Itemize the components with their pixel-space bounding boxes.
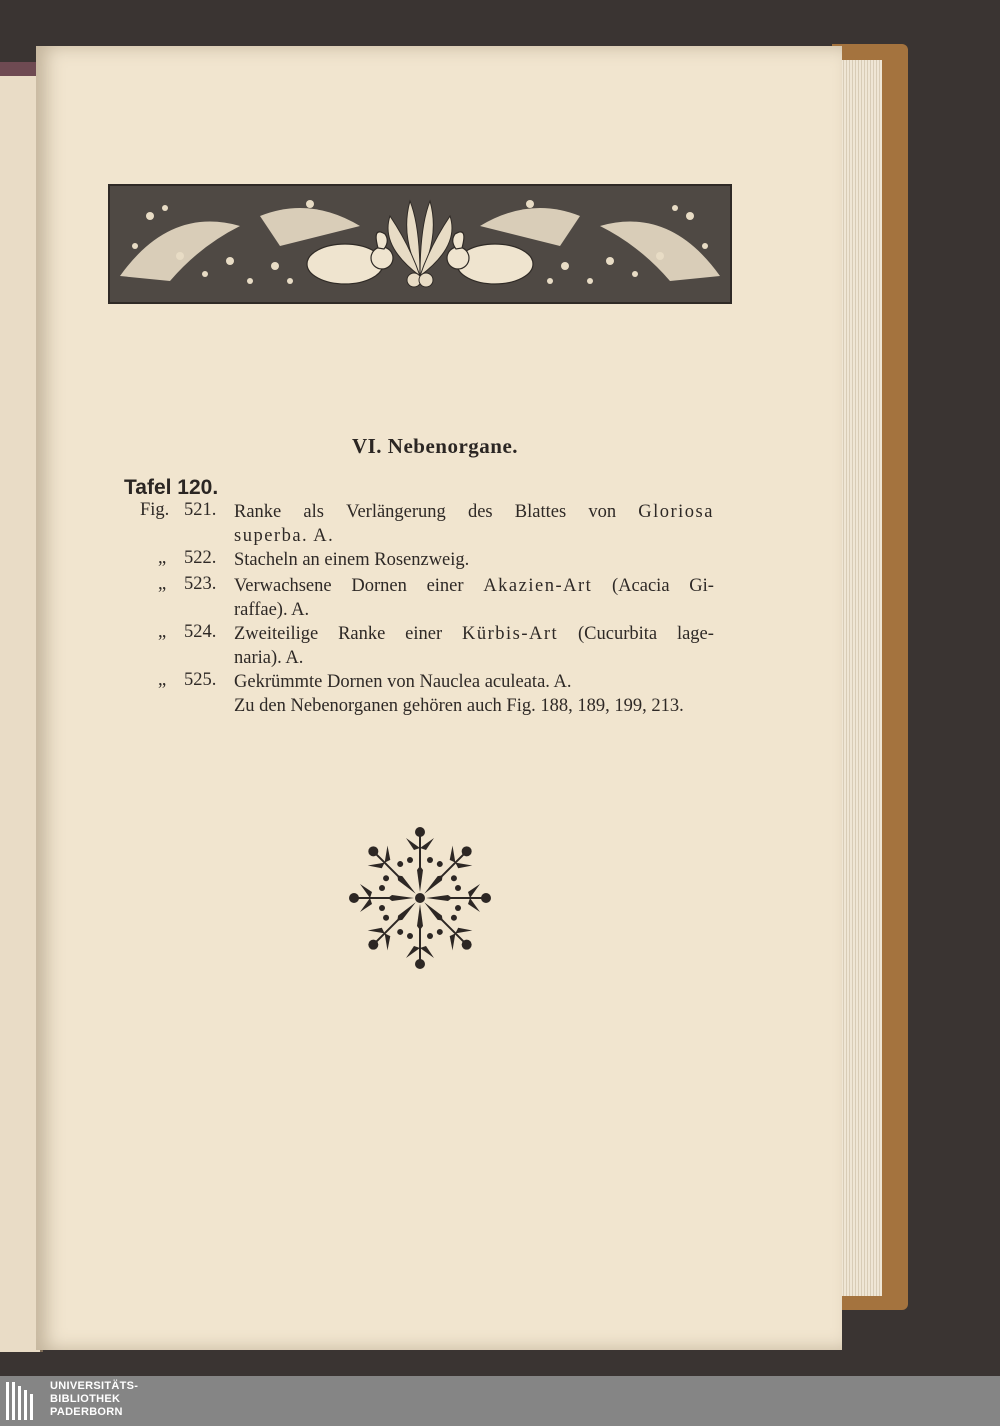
word: Ranke <box>338 624 386 644</box>
word: Zweiteilige <box>234 624 319 644</box>
word: Kürbis-Art <box>461 624 559 644</box>
word: von <box>588 502 617 522</box>
word: Dornen <box>351 576 407 596</box>
entry-prefix: Fig. <box>140 500 170 520</box>
entry-number: 521. <box>184 500 217 520</box>
section-title: VI. Nebenorgane. <box>351 434 519 458</box>
word: einer <box>426 576 464 596</box>
library-name <box>50 1380 138 1419</box>
entry-number: 523. <box>184 574 217 594</box>
left-binding-strip <box>0 62 36 76</box>
entry-number: 524. <box>184 622 217 642</box>
decorative-header-band <box>108 184 732 304</box>
word: lage- <box>676 624 714 644</box>
entry-continuation: superba. A. <box>234 526 335 546</box>
entry-continuation: raffae). A. <box>234 600 310 620</box>
word: (Acacia <box>612 576 670 596</box>
word: Gloriosa <box>638 502 714 522</box>
floral-star-vignette <box>346 824 494 972</box>
entry-text <box>234 670 734 718</box>
library-name-line: UNIVERSITÄTS- <box>50 1380 139 1392</box>
word: Ranke <box>234 502 282 522</box>
cross-reference-note: Zu den Nebenorganen gehören auch Fig. 188, 189, 199, 213. <box>234 696 684 716</box>
entry-text <box>234 500 714 548</box>
page-edges <box>838 60 882 1296</box>
word: einer <box>405 624 443 644</box>
library-footer <box>0 1376 1000 1426</box>
ditto-mark: „ <box>158 622 167 642</box>
word: Verlängerung <box>346 502 446 522</box>
ditto-mark: „ <box>158 548 167 568</box>
word: des <box>467 502 493 522</box>
entry-text <box>234 622 714 670</box>
library-logo-icon <box>6 1382 40 1420</box>
ditto-mark: „ <box>158 670 167 690</box>
entry-line: Stacheln an einem Rosenzweig. <box>234 550 470 570</box>
plate-label: Tafel 120. <box>124 476 219 499</box>
rabbits-and-foliage-ornament <box>110 186 730 302</box>
entry-text <box>234 548 714 572</box>
ornament-arm <box>406 904 434 969</box>
word: (Cucurbita <box>578 624 658 644</box>
word: Blattes <box>514 502 567 522</box>
library-name-line: PADERBORN <box>50 1406 123 1418</box>
word: Verwachsene <box>234 576 332 596</box>
ornament-arm <box>406 827 434 892</box>
word: Gi- <box>689 576 714 596</box>
library-name-line: BIBLIOTHEK <box>50 1393 121 1405</box>
word: als <box>303 502 324 522</box>
entry-text <box>234 574 714 622</box>
entry-number: 525. <box>184 670 217 690</box>
entry-continuation: naria). A. <box>234 648 304 668</box>
ditto-mark: „ <box>158 574 167 594</box>
ornament-arm <box>349 884 414 912</box>
word: Akazien-Art <box>483 576 593 596</box>
ornament-arm <box>426 884 491 912</box>
entry-number: 522. <box>184 548 217 568</box>
entry-line: Gekrümmte Dornen von Nauclea aculeata. A. <box>234 672 572 692</box>
